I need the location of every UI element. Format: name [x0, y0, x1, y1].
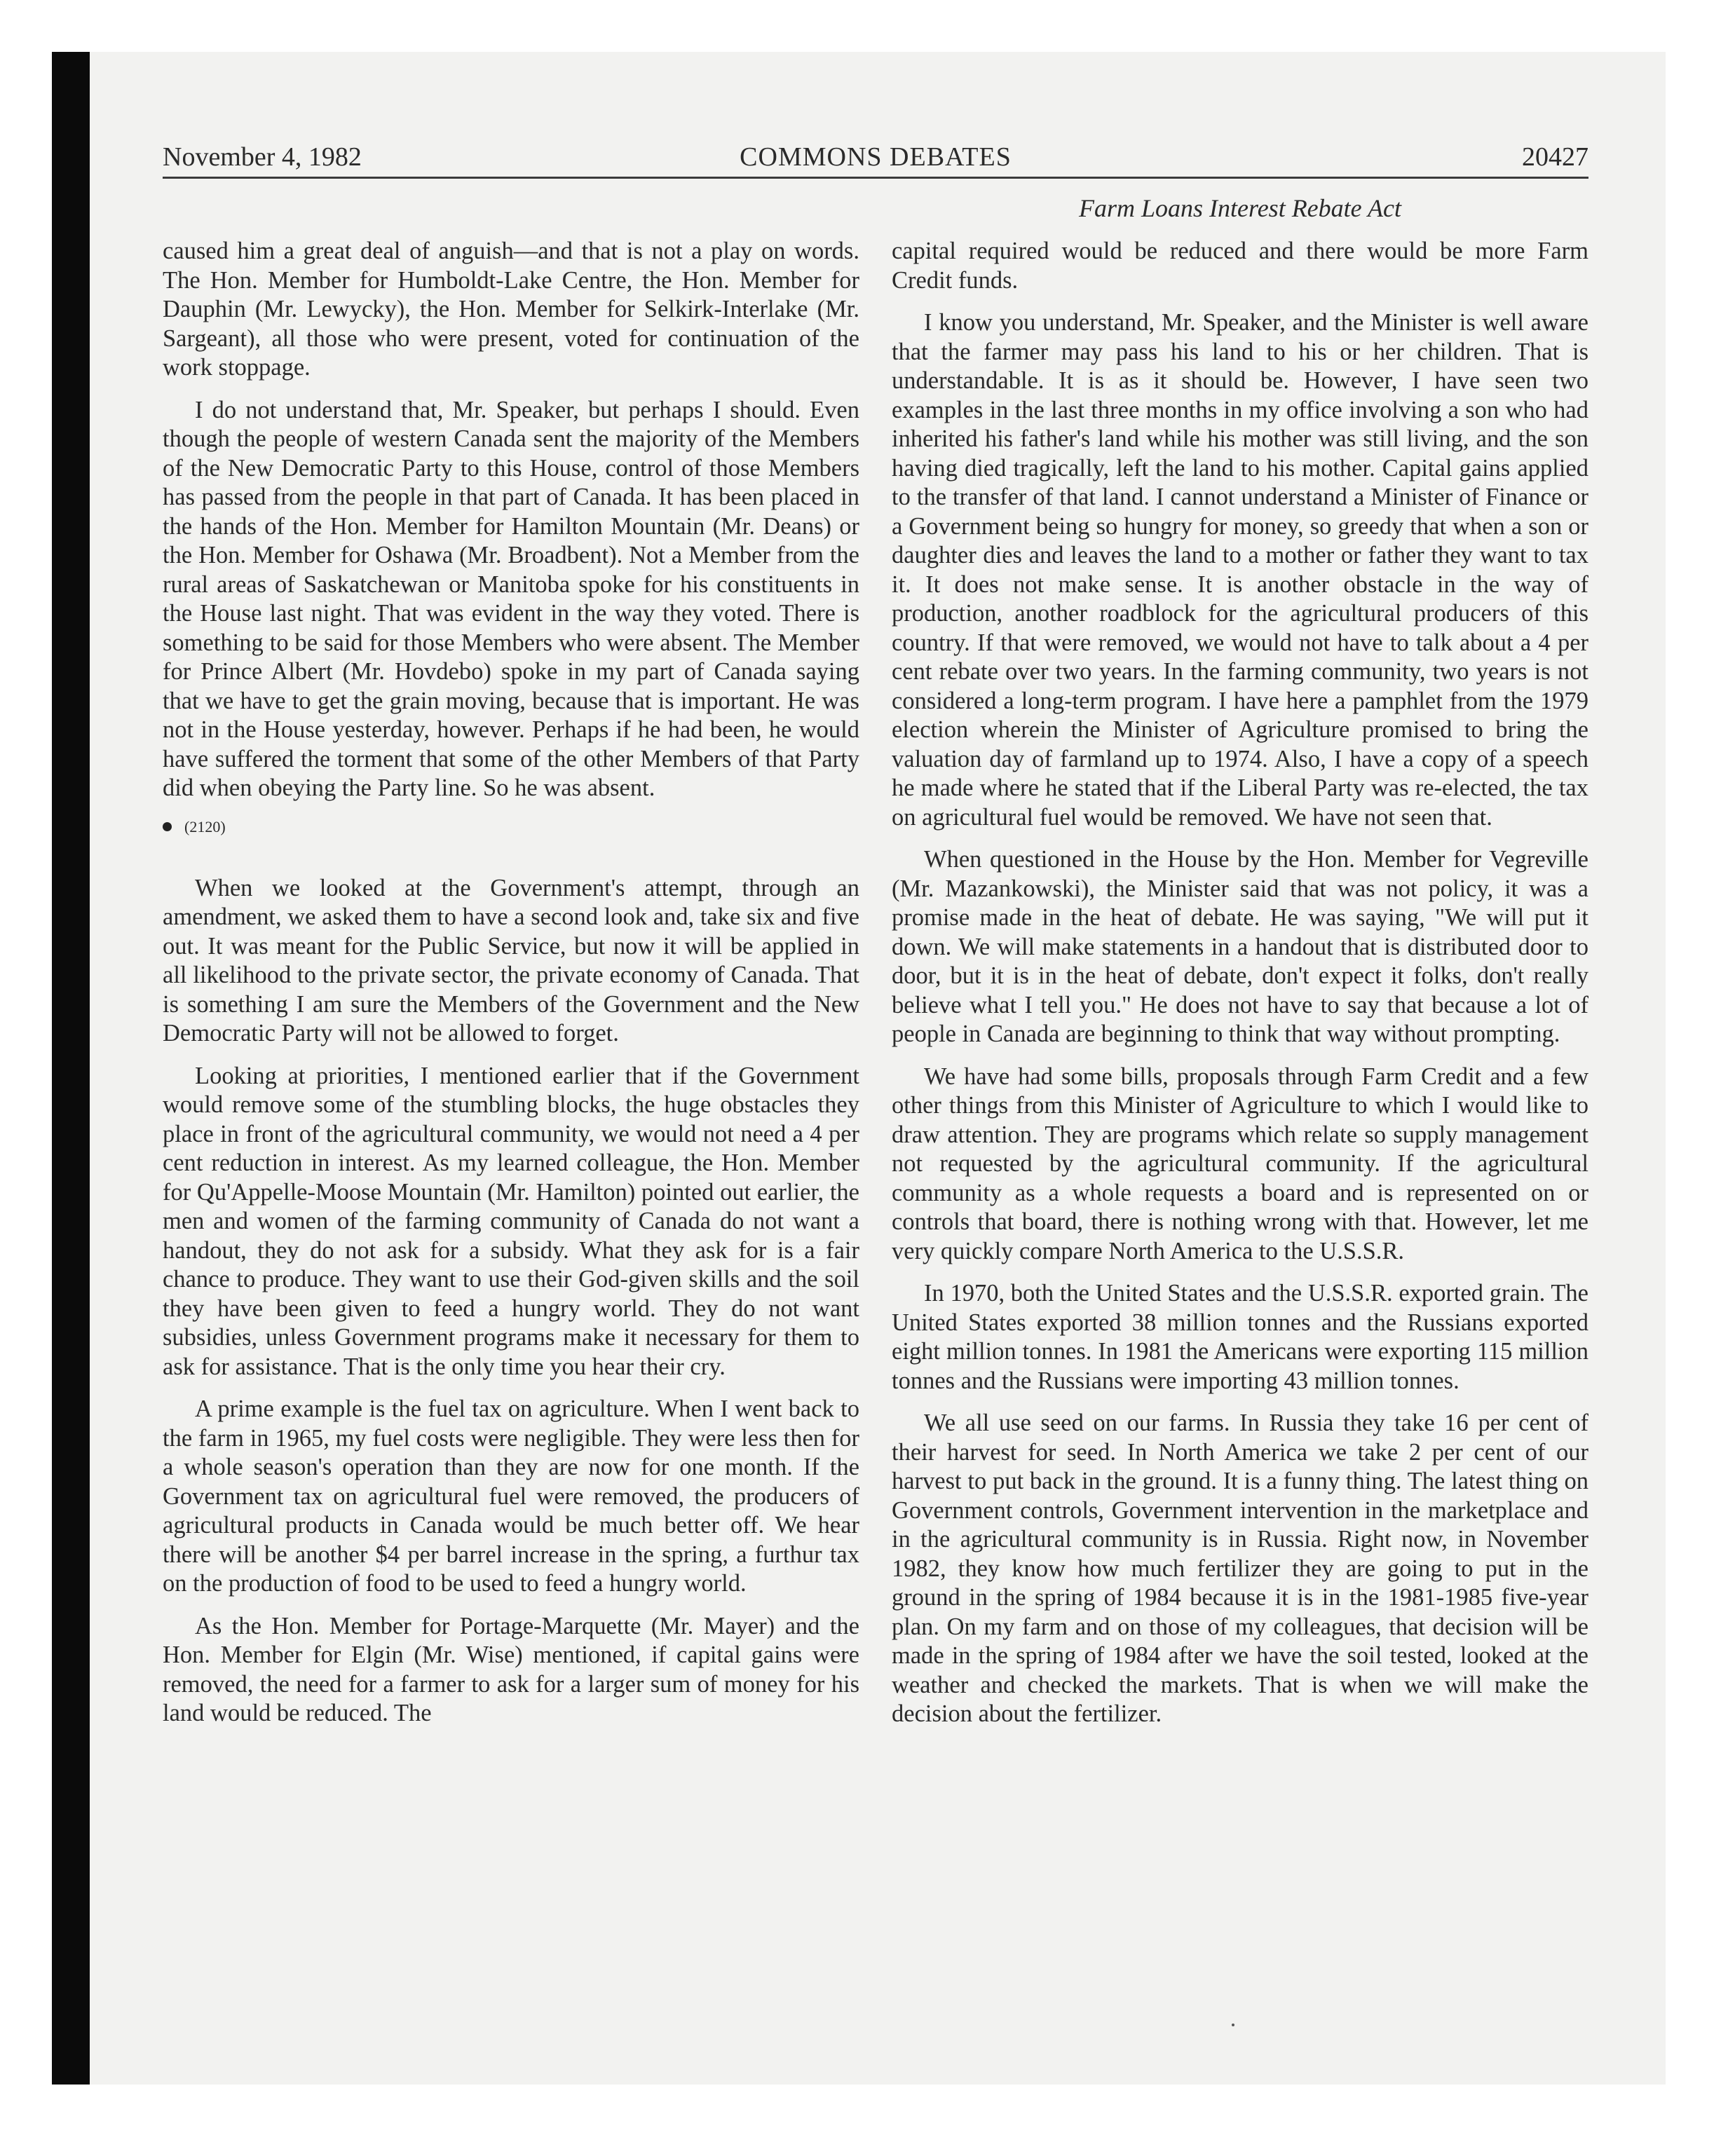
right-column — [892, 237, 1588, 1742]
paragraph: We have had some bills, proposals through Farm Credit and a few other things from this Minister of Agriculture to which I would like to draw attention. They are programs which relate so supply management not requested by the agricultural community. If the agricultural community as a whole requests a board and is represented on or controls that board, there is nothing wrong with that. However, let me very quickly compare North America to the U.S.S.R. — [892, 1063, 1588, 1264]
paragraph: I know you understand, Mr. Speaker, and the Minister is well aware that the farmer may pass his land to his or her children. That is understandable. It is as it should be. However, I have seen two examples in the last three months in my office involving a son who had inherited his father's land while his mother was still living, and the son having died tragically, left the land to his mother. Capital gains applied to the transfer of that land. I cannot understand a Minister of Finance or a Government being so hungry for money, so greedy that when a son or daughter dies and leaves the land to a mother or father they want to tax it. It does not make sense. It is another obstacle in the way of production, another roadblock for the agricultural producers of this country. If that were removed, we would not have to talk about a 4 per cent rebate over two years. In the farming community, two years is not considered a long-term program. I have here a pamphlet from the 1979 election wherein the Minister of Agriculture promised to bring the valuation day of farmland up to 1974. Also, I have a copy of a speech he made where he stated that if the Liberal Party was re-elected, the tax on agricultural fuel would be removed. We have not seen that. — [892, 309, 1588, 831]
paragraph: We all use seed on our farms. In Russia they take 16 per cent of their harvest for seed. In North America we take 2 per cent of our harvest to put back in the ground. It is a funny thing. The latest thing on Government controls, Government intervention in the marketplace and in the agricultural community is in Russia. Right now, in November 1982, they know how much fertilizer they are going to put in the ground in the spring of 1984 because it is in the 1981-1985 five-year plan. On my farm and on those of my colleagues, that decision will be made in the spring of 1984 after we have the soil tested, looked at the weather and checked the markets. That is when we will make the decision about the fertilizer. — [892, 1410, 1588, 1727]
header-publication-title: COMMONS DEBATES — [740, 142, 1012, 172]
left-column — [163, 237, 859, 1742]
timestamp-marker — [163, 817, 859, 838]
timestamp-text: (2120) — [184, 817, 226, 835]
paragraph: capital required would be reduced and there would be more Farm Credit funds. — [892, 238, 1588, 294]
paragraph: Looking at priorities, I mentioned earlier that if the Government would remove some of the stumbling blocks, the huge obstacles they place in front of the agricultural community, we would not need a 4 per cent reduction in interest. As my learned colleague, the Hon. Member for Qu'Appelle-Moose Mountain (Mr. Hamilton) pointed out earlier, the men and women of the farming community of Canada do not want a handout, they do not ask for a subsidy. What they ask for is a fair chance to produce. They want to use their God-given skills and the soil they have been given to feed a hungry world. They do not want subsidies, unless Government programs make it necessary for them to ask for assistance. That is the only time you hear their cry. — [163, 1062, 859, 1380]
bullet-icon — [163, 822, 172, 831]
section-title: Farm Loans Interest Rebate Act — [1079, 194, 1401, 222]
paragraph: In 1970, both the United States and the U.S.S.R. exported grain. The United States exported 38 million tonnes and the Russians exported eight million tonnes. In 1981 the Americans were exporting 115 million tonnes and the Russians were importing 43 million tonnes. — [892, 1280, 1588, 1394]
document-page — [163, 142, 1588, 1727]
header-date: November 4, 1982 — [163, 142, 362, 172]
scan-binding-edge — [52, 52, 90, 2085]
paragraph: As the Hon. Member for Portage-Marquette (Mr. Mayer) and the Hon. Member for Elgin (Mr. Wise) mentioned, if capital gains were removed, the need for a farmer to ask for a larger sum of money for his land would be reduced. The — [163, 1612, 859, 1726]
paragraph: When questioned in the House by the Hon. Member for Vegreville (Mr. Mazankowski), the Minister said that was not policy, it was a promise made in the heat of debate. He was saying, "We will put it down. We will make statements in a handout that is distributed door to door, but it is in the heat of debate, don't expect it folks, don't really believe what I tell you." He does not have to say that because a lot of people in Canada are beginning to think that way without prompting. — [892, 846, 1588, 1047]
paragraph: A prime example is the fuel tax on agriculture. When I went back to the farm in 1965, my fuel costs were negligible. They were less then for a whole season's operation than they are now for one month. If the Government tax on agricultural fuel were removed, the producers of agricultural products in Canada would be much better off. We hear there will be another $4 per barrel increase in the spring, a furthur tax on the production of food to be used to feed a hungry world. — [163, 1396, 859, 1597]
paragraph: I do not understand that, Mr. Speaker, but perhaps I should. Even though the people of western Canada sent the majority of the Members of the New Democratic Party to this House, control of those Members has passed from the people in that part of Canada. It has been placed in the hands of the Hon. Member for Hamilton Mountain (Mr. Deans) or the Hon. Member for Oshawa (Mr. Broadbent). Not a Member from the rural areas of Saskatchewan or Manitoba spoke for his constituents in the House last night. That was evident in the way they voted. There is something to be said for those Members who were absent. The Member for Prince Albert (Mr. Hovdebo) spoke in my part of Canada saying that we have to get the grain moving, because that is important. He was not in the House yesterday, however. Perhaps if he had been, he would have suffered the torment that some of the other Members of that Party did when obeying the Party line. So he was absent. — [163, 396, 859, 801]
scan-speck — [1232, 2024, 1234, 2026]
running-header — [163, 142, 1588, 179]
paragraph: When we looked at the Government's attempt, through an amendment, we asked them to have a second look and, take six and five out. It was meant for the Public Service, but now it will be applied in all likelihood to the private sector, the private economy of Canada. That is something I am sure the Members of the Government and the New Democratic Party will not be allowed to forget. — [163, 874, 859, 1046]
paragraph: caused him a great deal of anguish—and that is not a play on words. The Hon. Member for Humboldt-Lake Centre, the Hon. Member for Dauphin (Mr. Lewycky), the Hon. Member for Selkirk-Interlake (Mr. Sargeant), all those who were present, voted for continuation of the work stoppage. — [163, 238, 859, 381]
header-page-number: 20427 — [1522, 142, 1588, 172]
